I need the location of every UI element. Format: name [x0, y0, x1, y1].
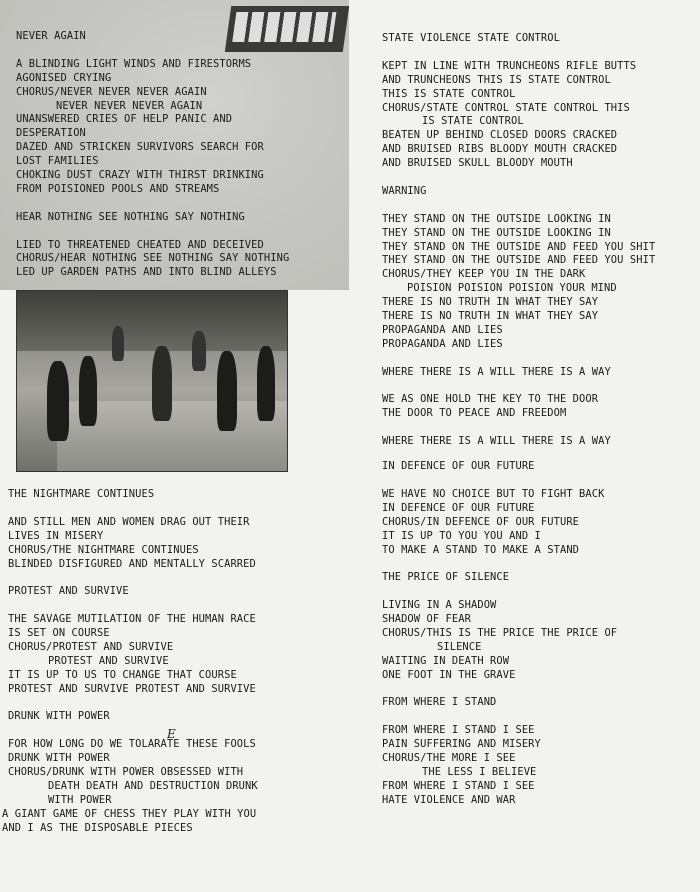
lyric-line: POISION POISION POISION YOUR MIND [407, 282, 617, 295]
lyric-line: PROPAGANDA AND LIES [382, 337, 503, 350]
song-title: THE NIGHTMARE CONTINUES [8, 488, 155, 500]
lyric-line: UNANSWERED CRIES OF HELP PANIC AND [16, 113, 233, 126]
lyric-line: KEPT IN LINE WITH TRUNCHEONS RIFLE BUTTS [382, 59, 637, 72]
line-spacer [16, 197, 289, 211]
lyric-line: BLINDED DISFIGURED AND MENTALLY SCARRED [8, 557, 256, 570]
lyric-line: THEY STAND ON THE OUTSIDE AND FEED YOU SHIT [382, 240, 656, 253]
lyric-line: AND TRUNCHEONS THIS IS STATE CONTROL [382, 73, 611, 86]
lyric-line: IS SET ON COURSE [8, 627, 110, 640]
lyric-line: WHERE THERE IS A WILL THERE IS A WAY [382, 435, 611, 448]
lyric-line: CHORUS/THIS IS THE PRICE THE PRICE OF [382, 626, 618, 639]
lyric-line: SHADOW OF FEAR [382, 613, 471, 626]
line-spacer [382, 474, 655, 488]
lyric-line: THE SAVAGE MUTILATION OF THE HUMAN RACE [8, 613, 256, 626]
lyric-line: THE LESS I BELIEVE [422, 765, 537, 778]
lyric-line: BEATEN UP BEHIND CLOSED DOORS CRACKED [382, 129, 618, 142]
lyric-line: LOST FAMILIES [16, 155, 99, 168]
lyric-line: DEATH DEATH AND DESTRUCTION DRUNK [48, 779, 258, 792]
lyric-line: WITH POWER [48, 793, 112, 806]
song-title: NEVER AGAIN [16, 30, 86, 42]
song-title: STATE VIOLENCE STATE CONTROL [382, 32, 560, 44]
lyric-line: CHORUS/DRUNK WITH POWER OBSESSED WITH [8, 766, 244, 779]
lyric-line: AGONISED CRYING [16, 71, 112, 84]
lyric-line: FROM WHERE I STAND I SEE [382, 724, 535, 737]
lyric-line: LIED TO THREATENED CHEATED AND DECEIVED [16, 238, 264, 251]
lyric-line: CHORUS/IN DEFENCE OF OUR FUTURE [382, 515, 580, 528]
line-spacer [382, 683, 655, 697]
lyric-line: WE AS ONE HOLD THE KEY TO THE DOOR [382, 393, 599, 406]
line-spacer [8, 724, 258, 738]
lyric-line: CHORUS/PROTEST AND SURVIVE [8, 640, 174, 653]
song-title: FROM WHERE I STAND [382, 696, 497, 709]
lyric-line: THEY STAND ON THE OUTSIDE LOOKING IN [382, 212, 611, 225]
lyric-line: A BLINDING LIGHT WINDS AND FIRESTORMS [16, 57, 252, 70]
lyric-line: IS STATE CONTROL [422, 115, 524, 128]
lyric-line: LIVING IN A SHADOW [382, 599, 497, 612]
lyric-line: AND BRUISED RIBS BLOODY MOUTH CRACKED [382, 143, 618, 156]
lyric-line: CHOKING DUST CRAZY WITH THIRST DRINKING [16, 169, 264, 182]
song-title: THE PRICE OF SILENCE [382, 571, 510, 584]
line-spacer [382, 46, 655, 60]
lyric-line: FROM POISIONED POOLS AND STREAMS [16, 182, 220, 195]
war-photograph [16, 290, 288, 472]
lyric-line: WHERE THERE IS A WILL THERE IS A WAY [382, 365, 611, 378]
lyric-line: THEY STAND ON THE OUTSIDE LOOKING IN [382, 226, 611, 239]
lyric-line: THEY STAND ON THE OUTSIDE AND FEED YOU SHIT [382, 254, 656, 267]
lyric-line: AND BRUISED SKULL BLOODY MOUTH [382, 157, 573, 170]
lyric-line: WE HAVE NO CHOICE BUT TO FIGHT BACK [382, 487, 605, 500]
lyric-line: AND I AS THE DISPOSABLE PIECES [2, 821, 193, 834]
line-spacer [382, 557, 655, 571]
lyric-line: PROTEST AND SURVIVE PROTEST AND SURVIVE [8, 682, 256, 695]
lyric-line: PROPAGANDA AND LIES [382, 323, 503, 336]
lyric-line: LED UP GARDEN PATHS AND INTO BLIND ALLEYS [16, 266, 277, 279]
line-spacer [382, 171, 655, 185]
lyric-line: ONE FOOT IN THE GRAVE [382, 668, 516, 681]
lyric-line: HEAR NOTHING SEE NOTHING SAY NOTHING [16, 210, 245, 223]
lyric-line: NEVER NEVER NEVER AGAIN [56, 99, 203, 112]
lyric-line: CHORUS/THEY KEEP YOU IN THE DARK [382, 268, 586, 281]
lyric-line: DRUNK WITH POWER [8, 752, 110, 765]
lyric-line: SILENCE [437, 640, 482, 653]
line-spacer [16, 44, 289, 58]
lyric-line: THERE IS NO TRUTH IN WHAT THEY SAY [382, 296, 599, 309]
lyric-line: THERE IS NO TRUTH IN WHAT THEY SAY [382, 310, 599, 323]
lyric-line: LIVES IN MISERY [8, 529, 104, 542]
lyric-line: THIS IS STATE CONTROL [382, 87, 516, 100]
lyric-line: WAITING IN DEATH ROW [382, 654, 510, 667]
lyric-line: CHORUS/NEVER NEVER NEVER AGAIN [16, 85, 207, 98]
handwritten-correction: E [167, 727, 176, 741]
song-title: WARNING [382, 184, 427, 197]
lyric-line: AND STILL MEN AND WOMEN DRAG OUT THEIR [8, 515, 250, 528]
lyric-line: TO MAKE A STAND TO MAKE A STAND [382, 543, 580, 556]
lyric-line: FROM WHERE I STAND I SEE [382, 779, 535, 792]
lyric-line: CHORUS/STATE CONTROL STATE CONTROL THIS [382, 101, 630, 114]
line-spacer [382, 199, 655, 213]
line-spacer [382, 352, 655, 366]
lyric-line: A GIANT GAME OF CHESS THEY PLAY WITH YOU [2, 807, 257, 820]
lyric-line: DAZED AND STRICKEN SURVIVORS SEARCH FOR [16, 141, 264, 154]
lyric-line: IN DEFENCE OF OUR FUTURE [382, 501, 535, 514]
lyric-line: DESPERATION [16, 127, 86, 140]
line-spacer [16, 225, 289, 239]
lyric-line: PAIN SUFFERING AND MISERY [382, 738, 541, 751]
line-spacer [8, 697, 258, 711]
lyric-line: IT IS UP TO YOU YOU AND I [382, 529, 541, 542]
left-column-top [16, 30, 289, 280]
line-spacer [382, 710, 655, 724]
line-spacer [382, 585, 655, 599]
lyric-line: CHORUS/THE NIGHTMARE CONTINUES [8, 543, 199, 556]
lyric-line: FOR HOW LONG DO WE TOLARATE THESE FOOLS [8, 738, 256, 751]
lyric-line: HATE VIOLENCE AND WAR [382, 793, 516, 806]
lyric-line: IT IS UP TO US TO CHANGE THAT COURSE [8, 668, 237, 681]
song-title: DRUNK WITH POWER [8, 710, 110, 723]
line-spacer [382, 380, 655, 394]
song-title: PROTEST AND SURVIVE [8, 585, 129, 598]
line-spacer [382, 421, 655, 435]
line-spacer [8, 599, 258, 613]
line-spacer [8, 571, 258, 585]
lyric-line: CHORUS/HEAR NOTHING SEE NOTHING SAY NOTHING [16, 252, 290, 265]
right-column [382, 32, 655, 808]
lyric-line: CHORUS/THE MORE I SEE [382, 752, 516, 765]
lyric-line: PROTEST AND SURVIVE [48, 654, 169, 667]
left-column-bottom [2, 488, 258, 836]
line-spacer [8, 502, 258, 516]
lyric-line: THE DOOR TO PEACE AND FREEDOM [382, 407, 567, 420]
lyric-line: IN DEFENCE OF OUR FUTURE [382, 460, 535, 473]
line-spacer [382, 449, 655, 460]
